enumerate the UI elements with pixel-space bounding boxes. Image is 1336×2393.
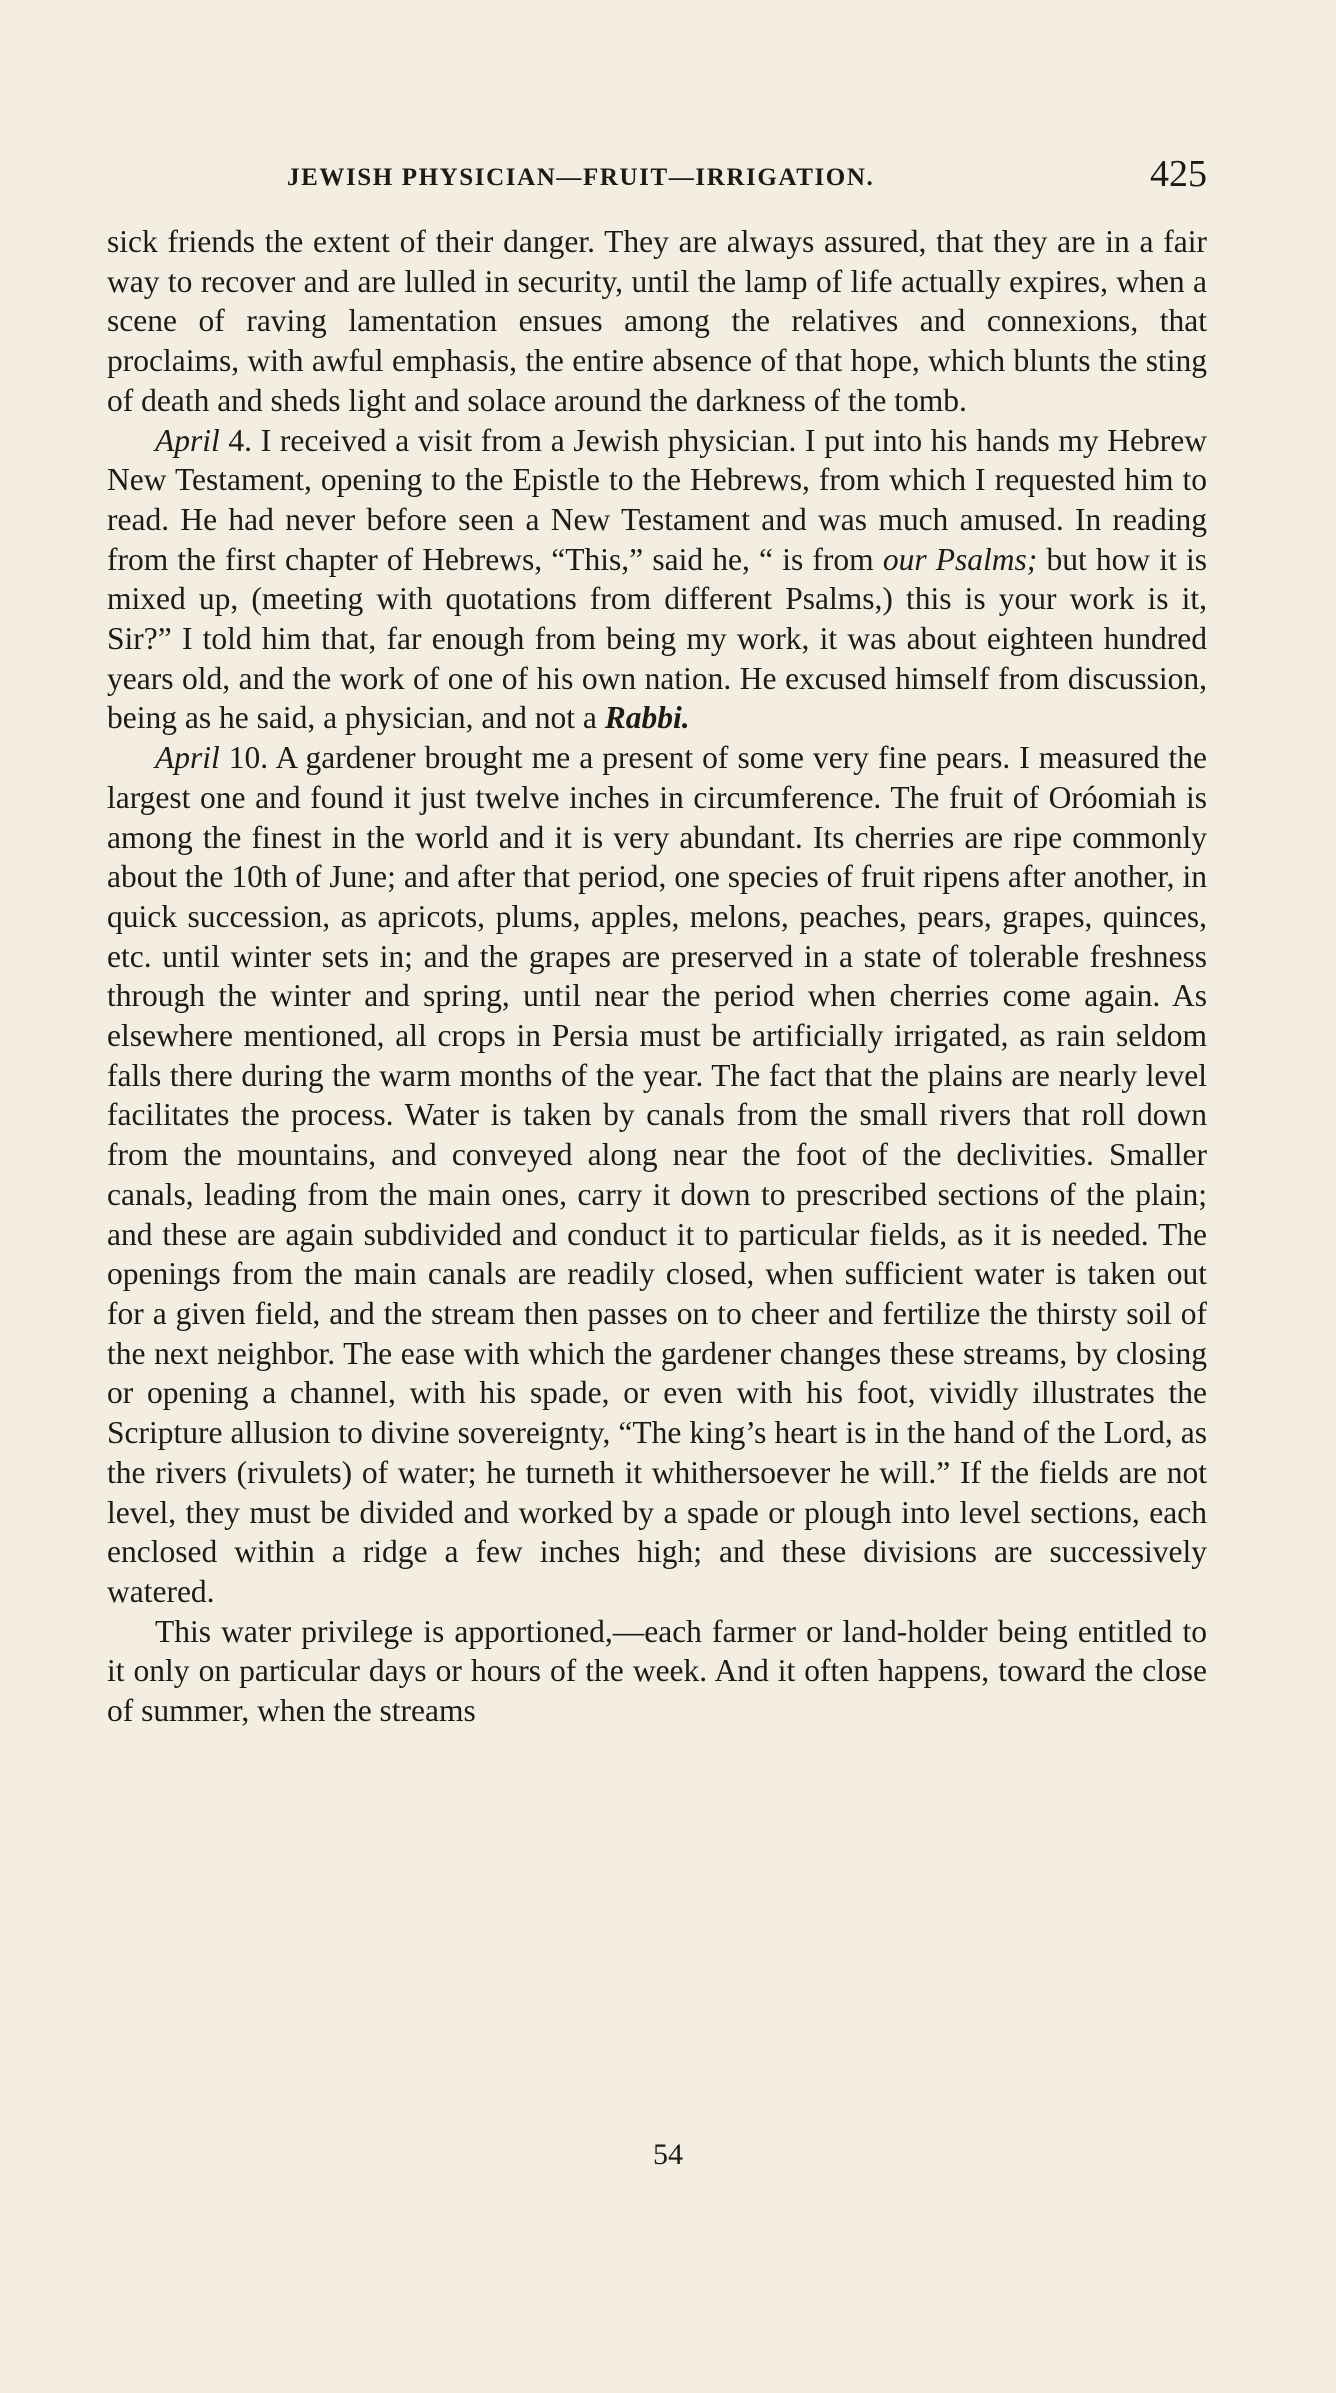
running-head: JEWISH PHYSICIAN—FRUIT—IRRIGATION. [287, 164, 875, 191]
body-text [107, 222, 1207, 1731]
date-label: April [155, 740, 220, 776]
paragraph-april-10 [107, 738, 1207, 1611]
emphasis-our-psalms: our Psalms; [882, 541, 1038, 577]
emphasis-rabbi: Rabbi. [604, 700, 690, 736]
paragraph-text: A gardener brought me a present of some very fine pears. I measured the largest one and found it just twelve inches in circumference. The fruit of Oróomiah is among the finest in the world and it is very abundant. Its cherries are ripe commonly about the 10th of June; and after that period, one species of fruit ripens after another, in quick succession, as apricots, plums, apples, melons, peaches, pears, grapes, quinces, etc. until winter sets in; and the grapes are preserved in a state of tolerable freshness through the winter and spring, until near the period when cherries come again. As elsewhere mentioned, all crops in Persia must be artificially irrigated, as rain seldom falls there during the warm months of the year. The fact that the plains are nearly level facilitates the process. Water is taken by canals from the small rivers that roll down from the mountains, and conveyed along near the foot of the declivities. Smaller canals, leading from the main ones, carry it down to prescribed sections of the plain; and these are again subdivided and conduct it to particular fields, as it is needed. The openings from the main canals are readily closed, when sufficient water is taken out for a given field, and the stream then passes on to cheer and fertilize the thirsty soil of the next neighbor. The ease with which the gardener changes these streams, by closing or opening a channel, with his spade, or even with his foot, vividly illustrates the Scripture allusion to divine sovereignty, “The king’s heart is in the hand of the Lord, as the rivers (rivulets) of water; he turneth it whithersoever he will.” If the fields are not level, they must be divided and worked by a spade or plough into level sections, each enclosed within a ridge a few inches high; and these divisions are successively watered. [107, 740, 1208, 1609]
date-day: 10. [219, 740, 269, 776]
signature-mark: 54 [653, 2138, 683, 2171]
page-header [107, 150, 1207, 202]
date-day: 4. [219, 422, 253, 458]
paragraph-continued: sick friends the extent of their danger. They are always assured, that they are in a fair way to recover and are lulled in security, until the lamp of life actually expires, when a scene of raving lamentation ensues among the relatives and connexions, that proclaims, with awful emphasis, the entire absence of that hope, which blunts the sting of death and sheds light and solace around the darkness of the tomb. [107, 224, 1207, 418]
date-label: April [155, 422, 220, 458]
paragraph-water-privilege: This water privilege is apportioned,—each farmer or land-holder being entitled to it only on particular days or hours of the week. And it often happens, toward the close of summer, when the streams [107, 1613, 1207, 1729]
paragraph-text: but how it is mixed up, (meeting with quotations from different Psalms,) this is your work is it, Sir?” I told him that, far enough from being my work, it was about eighteen hundred years old, and the work of one of his own nation. He excused himself from discussion, being as he said, a physician, and not a [107, 541, 1208, 736]
paragraph-text: I received a visit from a Jewish physician. I put into his hands my Hebrew New Testament, opening to the Epistle to the Hebrews, from which I requested him to read. He had never before seen a New Testament and was much amused. In reading from the first chapter of Hebrews, “This,” said he, “ is from [107, 422, 1208, 577]
paragraph-april-4 [107, 421, 1207, 739]
page-number: 425 [1150, 153, 1207, 195]
